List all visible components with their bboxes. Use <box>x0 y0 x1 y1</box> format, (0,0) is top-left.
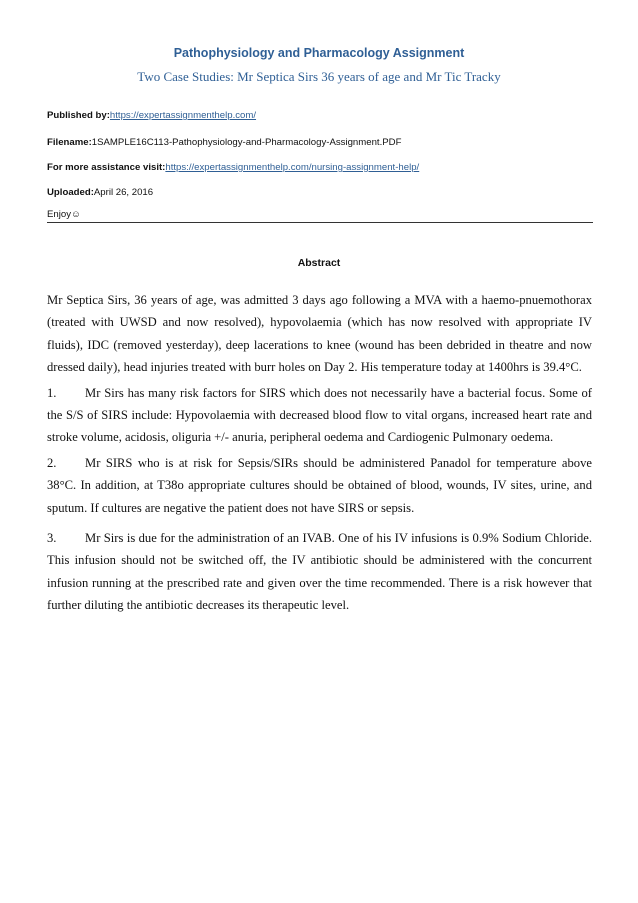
enjoy-line: Enjoy☺ <box>47 209 81 220</box>
header-divider <box>47 222 593 223</box>
abstract-item-2 <box>47 452 592 519</box>
item-number: 3. <box>47 531 57 546</box>
filename-line <box>47 137 401 148</box>
item-text: Mr Sirs is due for the administration of an IVAB. One of his IV infusions is 0.9% Sodium Chloride. This infusion should not be switched off, the IV antibiotic should be administered with the concurrent infusion running at the prescribed rate and given over the time recommended. There is a risk however that further diluting the antibiotic decreases its therapeutic level. <box>47 531 592 613</box>
abstract-body <box>47 289 592 620</box>
filename-label: Filename: <box>47 137 92 148</box>
document-subtitle: Two Case Studies: Mr Septica Sirs 36 years of age and Mr Tic Tracky <box>137 69 501 84</box>
abstract-heading: Abstract <box>297 257 341 269</box>
assistance-label: For more assistance visit: <box>47 162 166 173</box>
item-number: 1. <box>47 385 57 400</box>
published-by-line <box>47 110 256 121</box>
assistance-line <box>47 162 419 173</box>
uploaded-label: Uploaded: <box>47 187 94 198</box>
abstract-item-3 <box>47 527 592 617</box>
published-by-link[interactable]: https://expertassignmenthelp.com/ <box>109 110 257 121</box>
abstract-item-1 <box>47 382 592 449</box>
filename-value: 1SAMPLE16C113-Pathophysiology-and-Pharmacology-Assignment.PDF <box>91 137 402 148</box>
abstract-intro-paragraph: Mr Septica Sirs, 36 years of age, was admitted 3 days ago following a MVA with a haemo-pnuemothorax (treated with UWSD and now resolved), hypovolaemia (which has now resolved with appropriate IV fluids), IDC (removed yesterday), deep lacerations to knee (wound has been debrided in theatre and now dressed daily), head injuries treated with burr holes on Day 2. His temperature today at 1400hrs is 39.4°C. <box>47 293 592 375</box>
uploaded-value: April 26, 2016 <box>93 187 154 198</box>
item-text: Mr SIRS who is at risk for Sepsis/SIRs should be administered Panadol for temperature above 38°C. In addition, at T38o appropriate cultures should be obtained of blood, wounds, IV sites, urine, and sputum. If cultures are negative the patient does not have SIRS or sepsis. <box>47 455 592 515</box>
uploaded-line <box>47 187 153 198</box>
document-title: Pathophysiology and Pharmacology Assignment <box>173 46 465 60</box>
item-text: Mr Sirs has many risk factors for SIRS which does not necessarily have a bacterial focus. Some of the S/S of SIRS include: Hypovolaemia with decreased blood flow to vital organs, increased heart rate and stroke volume, acidosis, oliguria +/- anuria, peripheral oedema and Cardiogenic Pulmonary oedema. <box>47 385 592 445</box>
assistance-link[interactable]: https://expertassignmenthelp.com/nursing-assignment-help/ <box>165 162 420 173</box>
published-by-label: Published by: <box>47 110 110 121</box>
item-number: 2. <box>47 455 57 470</box>
